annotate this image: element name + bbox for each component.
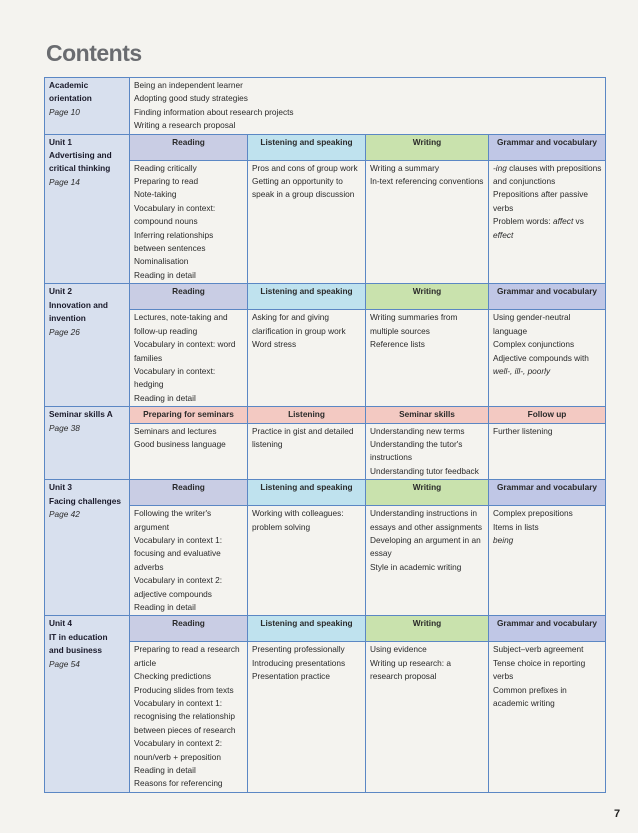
list-item: compound nouns: [134, 216, 198, 227]
unit-title-line: orientation: [49, 93, 92, 104]
seminar-listening: [248, 423, 366, 480]
seminar-followup-header: Follow up: [489, 407, 606, 423]
list-item: Writing a summary: [370, 162, 440, 173]
list-item: Vocabulary in context 1:: [134, 698, 223, 709]
seminar-preparing-header: Preparing for seminars: [130, 407, 248, 423]
list-item: adverbs: [134, 561, 164, 572]
list-item: adjective compounds: [134, 588, 212, 599]
writing-header: Writing: [366, 480, 489, 506]
list-item: Subject–verb agreement: [493, 644, 584, 655]
list-item: Reading in detail: [134, 269, 196, 280]
seminar-content-row: [45, 423, 606, 480]
unit-title-line: critical thinking: [49, 163, 111, 174]
seminar-skills-header: Seminar skills: [366, 407, 489, 423]
academic-content: [130, 78, 606, 135]
list-item: Checking predictions: [134, 671, 212, 682]
unit-title-line: Unit 2: [49, 286, 73, 297]
list-item: Items in lists: [493, 521, 539, 532]
list-item: language: [493, 325, 528, 336]
unit-title-line: Facing challenges: [49, 495, 121, 506]
unit2-reading: [130, 310, 248, 407]
contents-table: [44, 77, 606, 793]
unit2-header-row: [45, 284, 606, 310]
list-item: Lectures, note-taking and: [134, 312, 228, 323]
list-item: instructions: [370, 452, 412, 463]
unit3-writing: [366, 506, 489, 616]
list-item: essay: [370, 548, 392, 559]
unit3-grammar: [489, 506, 606, 616]
list-item: argument: [134, 521, 170, 532]
list-item: Reading critically: [134, 162, 197, 173]
list-item: and conjunctions: [493, 176, 556, 187]
list-item: noun/verb + preposition: [134, 751, 221, 762]
list-item: Word stress: [252, 339, 297, 350]
unit1-grammar: [489, 160, 606, 284]
seminar-listening-header: Listening: [248, 407, 366, 423]
unit2-label-cell: [45, 284, 130, 407]
unit-title-line: Seminar skills A: [49, 409, 113, 420]
list-item: Further listening: [493, 425, 553, 436]
unit3-listening: [248, 506, 366, 616]
list-item: Presentation practice: [252, 671, 330, 682]
list-item: Complex prepositions: [493, 508, 573, 519]
list-item: -ing clauses with prepositions: [493, 162, 602, 173]
unit-title-line: Academic: [49, 80, 89, 90]
list-item: Reading in detail: [134, 765, 196, 776]
grammar-header: Grammar and vocabulary: [489, 480, 606, 506]
list-item: listening: [252, 438, 283, 449]
list-item: Style in academic writing: [370, 561, 462, 572]
list-item: Introducing presentations: [252, 657, 346, 668]
list-item: Adjective compounds with: [493, 352, 589, 363]
list-item: Nominalisation: [134, 256, 189, 267]
unit2-writing: [366, 310, 489, 407]
list-item: being: [493, 534, 514, 545]
list-item: Following the writer's: [134, 508, 212, 519]
unit-title-line: Unit 4: [49, 618, 73, 629]
unit4-label-cell: [45, 616, 130, 792]
list-item: verbs: [493, 671, 514, 682]
unit1-listening: [248, 160, 366, 284]
list-item: Prepositions after passive: [493, 189, 589, 200]
list-item: Complex conjunctions: [493, 339, 575, 350]
unit4-content-row: [45, 642, 606, 792]
list-item: Asking for and giving: [252, 312, 330, 323]
list-item: speak in a group discussion: [252, 189, 355, 200]
unit4-listening: [248, 642, 366, 792]
list-item: Good business language: [134, 438, 226, 449]
seminar-header-row: [45, 407, 606, 423]
grammar-header: Grammar and vocabulary: [489, 284, 606, 310]
seminar-skills: [366, 423, 489, 480]
unit-page-ref: Page 38: [49, 422, 80, 433]
list-item: Common prefixes in: [493, 684, 567, 695]
list-item: In-text referencing conventions: [370, 176, 484, 187]
list-item: Seminars and lectures: [134, 425, 217, 436]
unit-page-ref: Page 14: [49, 176, 80, 187]
seminar-followup: [489, 423, 606, 480]
unit1-content-row: [45, 160, 606, 284]
list-item: effect: [493, 229, 514, 240]
list-item: Vocabulary in context: word: [134, 339, 236, 350]
list-item: Preparing to read a research: [134, 644, 240, 655]
list-item: Practice in gist and detailed: [252, 425, 354, 436]
grammar-header: Grammar and vocabulary: [489, 134, 606, 160]
list-item: Vocabulary in context 1:: [134, 534, 223, 545]
list-item: focusing and evaluative: [134, 548, 221, 559]
seminar-label-cell: [45, 407, 130, 480]
list-item: Pros and cons of group work: [252, 162, 358, 173]
list-item: research proposal: [370, 671, 437, 682]
academic-label-cell: [45, 78, 130, 135]
listening-header: Listening and speaking: [248, 134, 366, 160]
unit-title-line: and business: [49, 645, 103, 656]
grammar-header: Grammar and vocabulary: [489, 616, 606, 642]
list-item: between sentences: [134, 243, 206, 254]
list-item: Writing a research proposal: [134, 120, 236, 131]
writing-header: Writing: [366, 134, 489, 160]
unit1-label-cell: [45, 134, 130, 284]
list-item: Vocabulary in context 2:: [134, 738, 223, 749]
listening-header: Listening and speaking: [248, 480, 366, 506]
unit1-writing: [366, 160, 489, 284]
unit-page-ref: Page 42: [49, 508, 80, 519]
writing-header: Writing: [366, 616, 489, 642]
list-item: Reference lists: [370, 339, 425, 350]
unit3-header-row: [45, 480, 606, 506]
reading-header: Reading: [130, 284, 248, 310]
list-item: Preparing to read: [134, 176, 199, 187]
unit2-grammar: [489, 310, 606, 407]
list-item: Vocabulary in context:: [134, 202, 216, 213]
unit-page-ref: Page 54: [49, 658, 80, 669]
unit-page-ref: Page 10: [49, 106, 80, 117]
list-item: article: [134, 657, 157, 668]
list-item: Reading in detail: [134, 392, 196, 403]
unit-title-line: invention: [49, 313, 86, 324]
list-item: Working with colleagues:: [252, 508, 344, 519]
list-item: Vocabulary in context:: [134, 365, 216, 376]
page-number: 7: [614, 808, 621, 820]
unit3-reading: [130, 506, 248, 616]
unit4-header-row: [45, 616, 606, 642]
unit4-writing: [366, 642, 489, 792]
list-item: problem solving: [252, 521, 311, 532]
list-item: Adopting good study strategies: [134, 93, 248, 104]
list-item: essays and other assignments: [370, 521, 483, 532]
unit1-reading: [130, 160, 248, 284]
list-item: Problem words: affect vs: [493, 216, 584, 227]
list-item: Understanding instructions in: [370, 508, 477, 519]
list-item: Reasons for referencing: [134, 778, 223, 789]
list-item: Inferring relationships: [134, 229, 214, 240]
list-item: well-, ill-, poorly: [493, 365, 551, 376]
list-item: Vocabulary in context 2:: [134, 575, 223, 586]
list-item: Getting an opportunity to: [252, 176, 343, 187]
list-item: recognising the relationship: [134, 711, 236, 722]
list-item: Tense choice in reporting: [493, 657, 586, 668]
unit4-reading: [130, 642, 248, 792]
unit-title-line: Advertising and: [49, 150, 112, 161]
reading-header: Reading: [130, 480, 248, 506]
unit-title-line: IT in education: [49, 631, 108, 642]
list-item: Understanding tutor feedback: [370, 465, 479, 476]
page-title: Contents: [46, 40, 142, 66]
list-item: Being an independent learner: [134, 80, 243, 90]
unit3-content-row: [45, 506, 606, 616]
list-item: follow-up reading: [134, 325, 198, 336]
list-item: Writing summaries from: [370, 312, 458, 323]
list-item: hedging: [134, 379, 164, 390]
unit3-label-cell: [45, 480, 130, 616]
unit-title-line: Innovation and: [49, 299, 108, 310]
list-item: multiple sources: [370, 325, 430, 336]
unit1-header-row: [45, 134, 606, 160]
unit2-listening: [248, 310, 366, 407]
list-item: families: [134, 352, 163, 363]
academic-row: [45, 78, 606, 135]
list-item: Developing an argument in an: [370, 534, 481, 545]
reading-header: Reading: [130, 134, 248, 160]
listening-header: Listening and speaking: [248, 284, 366, 310]
list-item: Understanding new terms: [370, 425, 465, 436]
list-item: academic writing: [493, 698, 555, 709]
list-item: Using evidence: [370, 644, 427, 655]
list-item: clarification in group work: [252, 325, 346, 336]
listening-header: Listening and speaking: [248, 616, 366, 642]
list-item: Presenting professionally: [252, 644, 345, 655]
list-item: Producing slides from texts: [134, 684, 234, 695]
list-item: Finding information about research projects: [134, 106, 294, 117]
unit-title-line: Unit 1: [49, 136, 73, 147]
seminar-preparing: [130, 423, 248, 480]
list-item: Using gender-neutral: [493, 312, 571, 323]
unit4-grammar: [489, 642, 606, 792]
list-item: Writing up research: a: [370, 657, 452, 668]
list-item: Reading in detail: [134, 602, 196, 612]
list-item: between pieces of research: [134, 724, 236, 735]
unit-title-line: Unit 3: [49, 482, 73, 493]
writing-header: Writing: [366, 284, 489, 310]
unit-page-ref: Page 26: [49, 326, 80, 337]
unit2-content-row: [45, 310, 606, 407]
list-item: verbs: [493, 202, 514, 213]
reading-header: Reading: [130, 616, 248, 642]
list-item: Understanding the tutor's: [370, 438, 463, 449]
list-item: Note-taking: [134, 189, 177, 200]
